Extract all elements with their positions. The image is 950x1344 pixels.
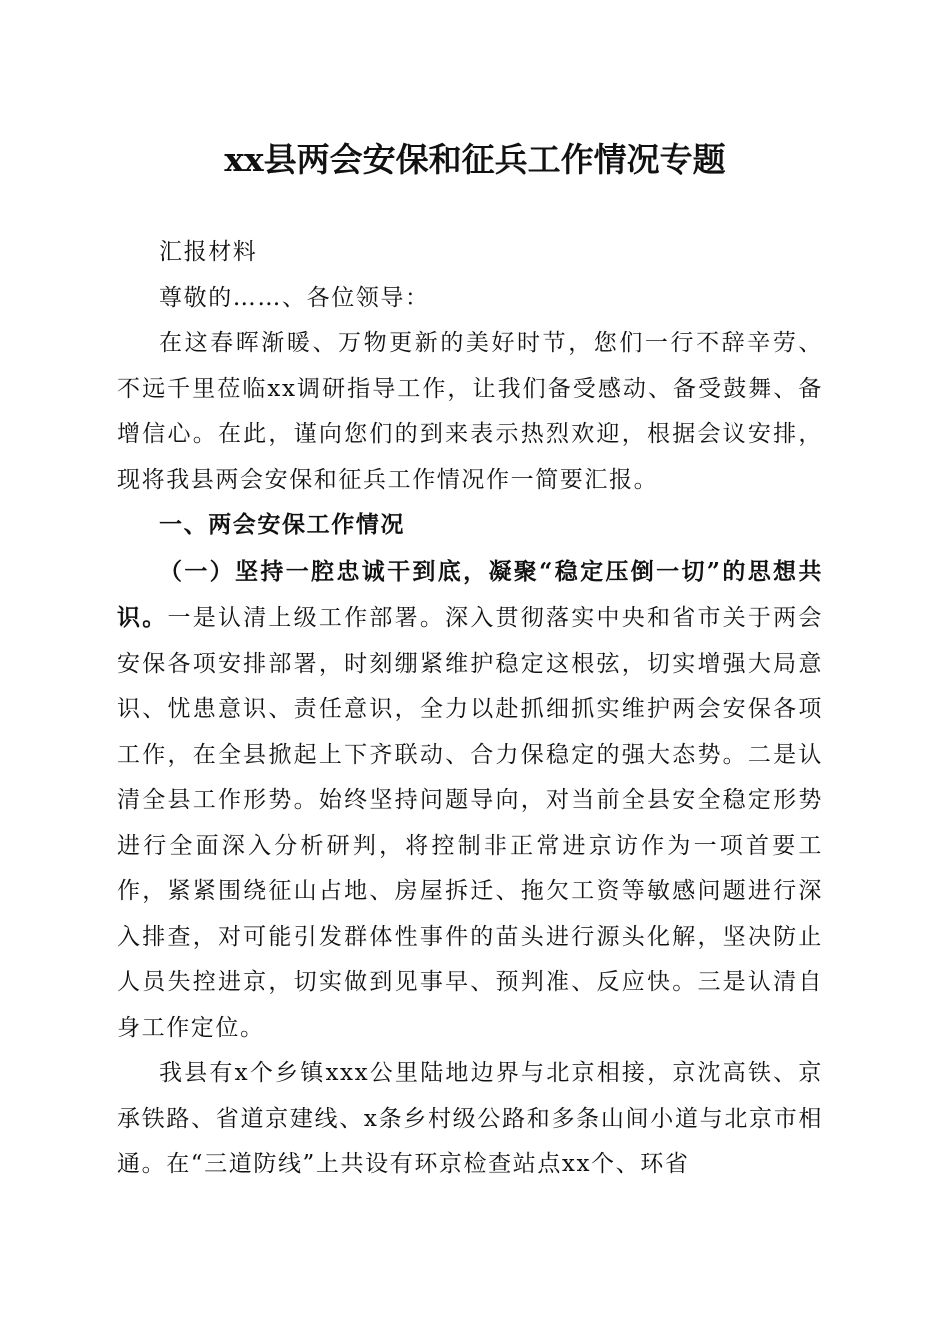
intro-paragraph: 在这春晖渐暖、万物更新的美好时节，您们一行不辞辛劳、不远千里莅临xx调研指导工作，让我们备受感动、备受鼓舞、备增信心。在此，谨向您们的到来表示热烈欢迎，根据会议安排，现将我县两会安保和征兵工作情况作一简要汇报。: [117, 330, 823, 493]
document-body: [117, 230, 823, 1188]
subsection-body: 一是认清上级工作部署。深入贯彻落实中央和省市关于两会安保各项安排部署，时刻绷紧维护稳定这根弦，切实增强大局意识、忧患意识、责任意识，全力以赴抓细抓实维护两会安保各项工作，在全县掀起上下齐联动、合力保稳定的强大态势。二是认清全县工作形势。始终坚持问题导向，对当前全县安全稳定形势进行全面深入分析研判，将控制非正常进京访作为一项首要工作，紧紧围绕征山占地、房屋拆迁、拖欠工资等敏感问题进行深入排查，对可能引发群体性事件的苗头进行源头化解，坚决防止人员失控进京，切实做到见事早、预判准、反应快。三是认清自身工作定位。: [117, 605, 823, 1041]
document-title: xx县两会安保和征兵工作情况专题: [224, 140, 726, 179]
subtitle-line: 汇报材料: [159, 239, 258, 265]
subsection-paragraph-1: [117, 549, 823, 1052]
salutation: 尊敬的……、各位领导：: [159, 284, 430, 311]
border-paragraph: 我县有x个乡镇xxx公里陆地边界与北京相接，京沈高铁、京承铁路、省道京建线、x条乡村级公路和多条山间小道与北京市相通。在“三道防线”上共设有环京检查站点xx个、环省: [117, 1060, 823, 1177]
subsection-lead: （一）坚持一腔忠诚干到底，凝聚“稳定压倒一切”的思想共识。: [117, 557, 823, 631]
section-heading-1: 一、两会安保工作情况: [159, 512, 405, 538]
